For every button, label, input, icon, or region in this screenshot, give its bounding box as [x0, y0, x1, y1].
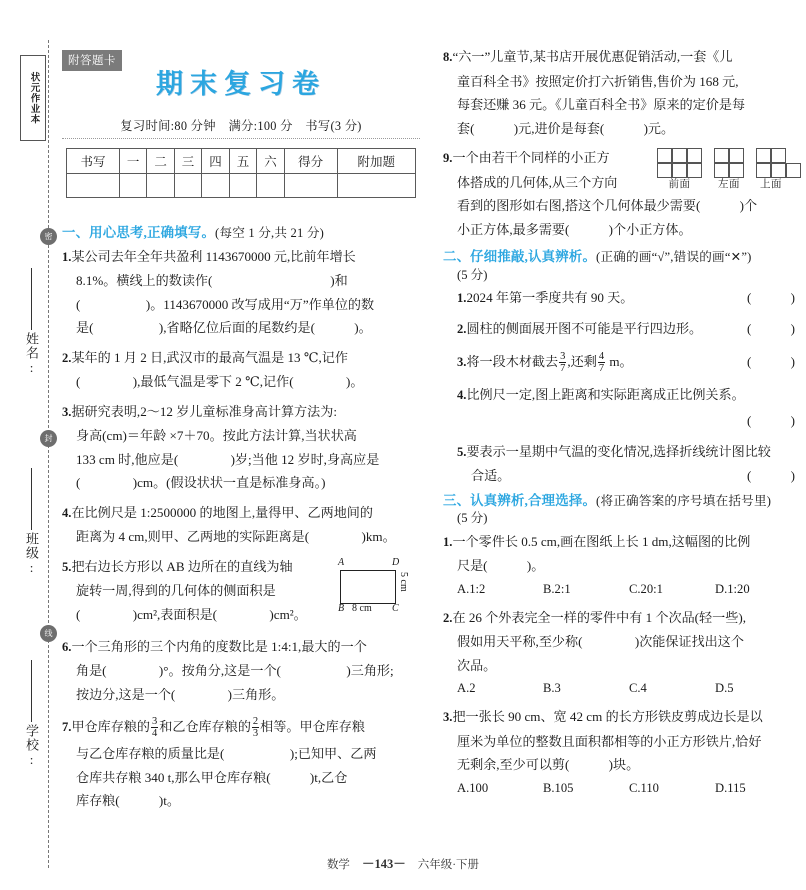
footer-grade: 六年级·下册 — [417, 859, 480, 871]
tf2-answer-paren[interactable]: ( ) — [746, 320, 795, 336]
tf-question-3 — [443, 347, 801, 377]
c1-text-1: 一个零件长 0.5 cm,画在图纸上长 1 dm,这幅图的比例 — [452, 533, 751, 549]
q8-line-4[interactable]: 套( )元,进价是每套( )元。 — [457, 120, 675, 136]
q3-line-1 — [62, 400, 420, 425]
q1-line-3[interactable]: ( )。1143670000 改写成用“万”作单位的数 — [76, 296, 375, 312]
view-left-cell — [729, 148, 744, 163]
name-write-rule — [31, 268, 32, 330]
c2-options — [443, 677, 801, 699]
view-front-cell — [657, 148, 672, 163]
rect-vertex-a-label: A — [338, 556, 345, 568]
score-cell-2[interactable] — [147, 174, 174, 198]
q1-text-1: 某公司去年全年共盈利 1143670000 元,比前年增长 — [71, 248, 356, 264]
q4-number: 4. — [62, 505, 72, 520]
q7-frac2-numerator: 2 — [252, 715, 259, 727]
section-three-subpoints: (5 分) — [457, 511, 488, 526]
tf3-text-post: m。 — [606, 354, 633, 370]
class-write-rule — [31, 468, 32, 530]
tf4-number: 4. — [457, 388, 467, 403]
tf3-text — [457, 347, 633, 377]
c1-line-2[interactable]: 尺是( )。 — [457, 558, 545, 574]
q7-frac1-denominator: 4 — [152, 727, 158, 739]
page-footer — [0, 854, 806, 872]
q1-line-2[interactable]: 8.1%。横线上的数读作( )和 — [76, 273, 348, 289]
student-school-label: 学校: — [24, 724, 39, 768]
student-name-field[interactable] — [22, 268, 41, 376]
q3-line-3[interactable]: 133 cm 时,他应是( )岁;当他 12 岁时,身高应是 — [76, 451, 380, 467]
tf-question-1 — [443, 286, 801, 311]
score-cell-shuxie[interactable] — [67, 174, 120, 198]
tf3-fraction-2 — [598, 351, 605, 374]
fill-question-6 — [62, 635, 420, 707]
rectangle-shape — [340, 570, 396, 604]
c1-number: 1. — [443, 534, 453, 549]
c3-line-2: 厘米为单位的整数且面积都相等的小正方形铁片,恰好 — [457, 733, 762, 749]
binding-sidebar — [0, 0, 58, 890]
q4-line-1 — [62, 501, 420, 526]
tf4-text — [457, 383, 801, 408]
view-top-cell — [786, 163, 801, 178]
rect-vertex-c-label: C — [392, 602, 399, 614]
view-top-cell-empty — [786, 148, 801, 163]
q7-fraction-2 — [252, 716, 259, 739]
three-view-figure — [657, 148, 801, 191]
section-one-heading — [62, 226, 420, 240]
section-one-points: (每空 1 分,共 21 分) — [215, 226, 325, 240]
tf3-frac2-numerator: 4 — [598, 350, 605, 362]
view-front-cell — [657, 163, 672, 178]
student-name-label: 姓名: — [24, 332, 39, 376]
student-class-field[interactable] — [22, 468, 41, 576]
q5-line-3[interactable]: ( )cm²,表面积是( )cm²。 — [76, 606, 307, 622]
score-col-total: 得分 — [284, 149, 337, 174]
fill-question-2 — [62, 346, 420, 394]
q2-line-1 — [62, 346, 420, 371]
score-col-3: 三 — [174, 149, 201, 174]
score-table — [66, 148, 416, 198]
q5-text-1: 把右边长方形以 AB 边所在的直线为轴 — [71, 558, 293, 574]
fill-question-9 — [443, 146, 801, 244]
c3-option-b[interactable]: B.105 — [543, 780, 574, 795]
q7-number: 7. — [62, 720, 72, 735]
view-top-caption: 上面 — [760, 179, 782, 190]
c1-options — [443, 578, 801, 600]
q5-number: 5. — [62, 559, 72, 574]
c1-option-d[interactable]: D.1:20 — [715, 581, 750, 596]
student-class-label: 班级: — [24, 532, 39, 576]
tf-question-4 — [443, 383, 801, 434]
c3-option-c[interactable]: C.110 — [629, 780, 659, 795]
view-front — [657, 148, 702, 191]
q8-number: 8. — [443, 50, 453, 64]
view-left-cell — [714, 163, 729, 178]
view-top-cell — [771, 163, 786, 178]
exam-meta: 复习时间:80 分钟 满分:100 分 书写(3 分) — [120, 119, 362, 133]
q3-text-1: 据研究表明,2～12 岁儿童标准身高计算方法为: — [71, 403, 337, 419]
tf2-number: 2. — [457, 321, 467, 336]
tf-question-5 — [443, 440, 801, 488]
rect-vertex-d-label: D — [392, 556, 400, 568]
tf1-number: 1. — [457, 291, 467, 306]
c2-option-b[interactable]: B.3 — [543, 681, 561, 696]
footer-page-number: －143－ — [361, 857, 406, 871]
section-one-title: 一、用心思考,正确填写。 — [62, 225, 216, 240]
c1-option-a[interactable]: A.1:2 — [457, 581, 486, 596]
view-left-cell — [714, 148, 729, 163]
page-title: 期末复习卷 — [156, 69, 326, 99]
fill-question-8 — [443, 45, 801, 140]
q8-text-1: “六一”儿童节,某书店开展优惠促销活动,一套《儿 — [452, 49, 733, 64]
view-front-grid — [657, 148, 702, 178]
choice-question-2 — [443, 606, 801, 700]
tf2-text — [457, 317, 702, 342]
score-col-bonus: 附加题 — [337, 149, 415, 174]
section-three-points: (将正确答案的序号填在括号里) — [596, 493, 772, 508]
c2-line-3: 次品。 — [457, 657, 497, 673]
section-three-heading — [443, 494, 801, 508]
tf3-text-mid: ,还剩 — [567, 354, 597, 370]
seal-char-xian: 线 — [40, 625, 57, 642]
footer-subject: 数学 — [326, 859, 350, 871]
answer-card-badge: 附答题卡 — [62, 50, 122, 71]
header-divider — [62, 138, 420, 139]
seal-char-mi: 密 — [40, 228, 57, 245]
tf4-statement: 比例尺一定,图上距离和实际距离成正比例关系。 — [466, 387, 745, 403]
section-two-points: (正确的画“√”,错误的画“✕”) — [596, 250, 752, 264]
c3-option-d[interactable]: D.115 — [715, 780, 746, 795]
tf3-frac2-denominator: 7 — [598, 362, 605, 374]
student-school-field[interactable] — [22, 660, 41, 768]
q1-number: 1. — [62, 249, 72, 264]
fill-question-5 — [62, 555, 420, 629]
q8-line-2: 童百科全书》按照定价打六折销售,售价为 168 元, — [457, 73, 739, 89]
view-top-cell — [756, 163, 771, 178]
tf1-answer-paren[interactable]: ( ) — [746, 290, 795, 306]
score-cell-4[interactable] — [202, 174, 229, 198]
fill-question-3 — [62, 400, 420, 495]
view-front-cell — [687, 148, 702, 163]
tf-row-3[interactable] — [457, 347, 801, 377]
q9-number: 9. — [443, 151, 453, 165]
q4-text-1: 在比例尺是 1:2500000 的地图上,量得甲、乙两地间的 — [71, 504, 373, 520]
c2-option-d[interactable]: D.5 — [715, 681, 734, 696]
q2-number: 2. — [62, 350, 72, 365]
tf4-answer-paren[interactable]: ( ) — [746, 412, 795, 428]
q3-line-2: 身高(cm)＝年龄 ×7＋70。按此方法计算,当状状高 — [76, 428, 357, 444]
tf-question-2 — [443, 317, 801, 342]
tf1-text — [457, 286, 633, 311]
view-front-caption: 前面 — [668, 179, 691, 190]
q8-line-3: 每套还赚 36 元。《儿童百科全书》原来的定价是每 — [457, 97, 746, 112]
rect-height-label: 5 cm — [398, 571, 409, 592]
q6-text-1: 一个三角形的三个内角的度数比是 1:4:1,最大的一个 — [71, 638, 367, 654]
fill-question-1 — [62, 245, 420, 340]
q1-line-1 — [62, 245, 420, 270]
q9-text-1: 一个由若干个同样的小正方 — [452, 150, 610, 165]
score-cell-5[interactable] — [229, 174, 256, 198]
q8-line-1 — [443, 45, 801, 70]
q4-line-2[interactable]: 距离为 4 cm,则甲、乙两地的实际距离是( )km。 — [76, 529, 396, 545]
c1-option-c[interactable]: C.20:1 — [629, 581, 663, 596]
c2-line-2[interactable]: 假如用天平称,至少称( )次能保证找出这个 — [457, 634, 744, 650]
c3-options — [443, 777, 801, 799]
view-left-grid — [714, 148, 744, 178]
c3-line-1 — [443, 705, 801, 730]
q7-line-3[interactable]: 仓库共存粮 340 t,那么甲仓库存粮( )t,乙仓 — [76, 769, 348, 785]
section-three-title: 三、认真辨析,合理选择。 — [443, 492, 597, 508]
choice-question-1 — [443, 530, 801, 600]
seal-dashed-line — [48, 40, 49, 868]
score-col-5: 五 — [229, 149, 256, 174]
c3-text-1: 把一张长 90 cm、宽 42 cm 的长方形铁皮剪成边长是以 — [452, 709, 763, 725]
q6-line-1 — [62, 635, 420, 660]
view-left — [714, 148, 744, 191]
section-two-title: 二、仔细推敲,认真辨析。 — [443, 249, 597, 264]
tf3-frac1-denominator: 7 — [560, 362, 566, 374]
tf-row-5[interactable] — [457, 464, 801, 488]
tf5-statement-2: 合适。 — [471, 468, 511, 484]
view-front-cell — [672, 163, 687, 178]
q3-line-4[interactable]: ( )cm。(假设状状一直是标准身高。) — [76, 475, 326, 491]
c3-number: 3. — [443, 710, 453, 725]
q7-frac2-denominator: 3 — [252, 727, 259, 739]
rectangle-figure — [330, 558, 416, 616]
tf3-text-pre: 将一段木材截去 — [466, 354, 559, 370]
tf3-answer-paren[interactable]: ( ) — [746, 354, 795, 370]
publisher-logo-text: 状元作业本 — [28, 71, 39, 125]
q7-line-2[interactable]: 与乙仓库存粮的质量比是( );已知甲、乙两 — [76, 746, 377, 762]
score-table-value-row[interactable] — [67, 174, 416, 198]
q7-fraction-1 — [151, 716, 158, 739]
view-top — [756, 148, 801, 191]
q9-line-4[interactable]: 小正方体,最多需要( )个小正方体。 — [457, 221, 692, 237]
score-col-shuxie: 书写 — [67, 149, 120, 174]
q6-number: 6. — [62, 639, 72, 654]
school-write-rule — [31, 660, 32, 722]
q7-line-4[interactable]: 库存粮( )t。 — [76, 793, 181, 809]
q7-frac1-numerator: 3 — [152, 715, 158, 727]
c3-line-3[interactable]: 无剩余,至少可以剪( )块。 — [457, 757, 640, 773]
c1-line-1 — [443, 530, 801, 555]
tf5-line-1 — [457, 440, 801, 465]
q2-text-1: 某年的 1 月 2 日,武汉市的最高气温是 13 ℃,记作 — [71, 349, 348, 365]
right-column — [443, 45, 801, 805]
score-cell-3[interactable] — [174, 174, 201, 198]
tf-row-1[interactable] — [457, 286, 801, 311]
score-col-2: 二 — [147, 149, 174, 174]
tf5-number: 5. — [457, 444, 467, 459]
left-column — [62, 226, 420, 819]
score-col-1: 一 — [119, 149, 146, 174]
tf2-statement: 圆柱的侧面展开图不可能是平行四边形。 — [466, 320, 703, 336]
tf3-number: 3. — [457, 355, 467, 370]
score-cell-bonus[interactable] — [337, 174, 415, 198]
tf5-answer-paren[interactable]: ( ) — [746, 468, 795, 484]
fill-question-4 — [62, 501, 420, 549]
choice-question-3 — [443, 705, 801, 799]
fill-question-7 — [62, 712, 420, 813]
tf-row-2[interactable] — [457, 317, 801, 342]
seal-char-feng: 封 — [40, 430, 57, 447]
score-cell-total[interactable] — [284, 174, 337, 198]
c2-number: 2. — [443, 610, 453, 625]
rect-vertex-b-label: B — [338, 602, 345, 614]
q2-line-2[interactable]: ( ),最低气温是零下 2 ℃,记作( )。 — [76, 374, 364, 390]
tf1-statement: 2024 年第一季度共有 90 天。 — [466, 290, 634, 306]
score-table-header-row — [67, 149, 416, 174]
section-two-heading — [443, 250, 801, 264]
q7-line-1: 7.甲仓库存粮的 $\frac{3}{4}$ 和乙仓库存粮的 $\frac{2}{3}$ 相等。甲仓库存粮 — [62, 715, 365, 739]
score-col-4: 四 — [202, 149, 229, 174]
q5-line-2: 旋转一周,得到的几何体的侧面积是 — [76, 583, 276, 599]
view-left-cell — [729, 163, 744, 178]
view-top-cell — [771, 148, 786, 163]
c2-option-c[interactable]: C.4 — [629, 681, 647, 696]
section-two-subpoints: (5 分) — [457, 267, 488, 282]
view-front-cell — [687, 163, 702, 178]
q6-line-3[interactable]: 按边分,这是一个( )三角形。 — [76, 686, 285, 702]
tf3-fraction-1 — [559, 351, 566, 374]
score-cell-6[interactable] — [257, 174, 284, 198]
score-cell-1[interactable] — [119, 174, 146, 198]
tf3-frac1-numerator: 3 — [560, 350, 566, 362]
view-left-caption: 左面 — [718, 179, 740, 190]
c2-line-1 — [443, 606, 801, 631]
c1-option-b[interactable]: B.2:1 — [543, 581, 571, 596]
view-top-grid — [756, 148, 801, 178]
q9-line-3[interactable]: 看到的图形如右图,搭这个几何体最少需要( )个 — [457, 198, 758, 213]
q3-number: 3. — [62, 404, 72, 419]
q9-line-2: 体搭成的几何体,从三个方向 — [457, 174, 618, 190]
view-top-cell — [756, 148, 771, 163]
view-front-cell — [672, 148, 687, 163]
publisher-logo — [20, 55, 46, 141]
c2-text-1: 在 26 个外表完全一样的零件中有 1 个次品(轻一些), — [452, 609, 746, 625]
q6-line-2[interactable]: 角是( )°。按角分,这是一个( )三角形; — [76, 663, 394, 679]
c3-option-a[interactable]: A.100 — [457, 780, 489, 795]
c2-option-a[interactable]: A.2 — [457, 681, 476, 696]
q1-line-4[interactable]: 是( ),省略亿位后面的尾数约是( )。 — [76, 320, 372, 336]
score-col-6: 六 — [257, 149, 284, 174]
rect-width-label: 8 cm — [352, 602, 372, 614]
tf5-statement-1: 要表示一星期中气温的变化情况,选择折线统计图比较 — [466, 443, 771, 459]
